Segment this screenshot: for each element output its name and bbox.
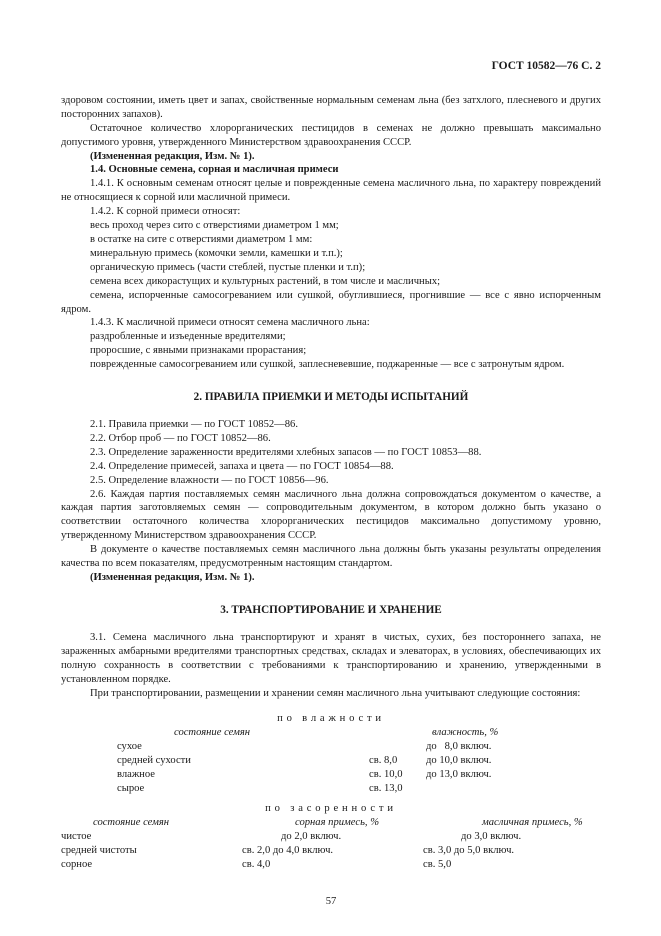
table-header: состояние семян [93, 817, 170, 829]
table-row [61, 740, 601, 754]
table-cell [369, 740, 420, 754]
section-2-title: 2. ПРАВИЛА ПРИЕМКИ И МЕТОДЫ ИСПЫТАНИЙ [193, 391, 469, 404]
paragraph: 1.4.1. К основным семенам относят целые и поврежденные семена масличного льна, по характеру повреждений не относящиеся к сорной или масличной примеси. [61, 178, 601, 204]
paragraph: 2.5. Определение влажности — по ГОСТ 10856—96. [90, 474, 329, 486]
table-header: состояние семян [174, 727, 251, 739]
clause-heading: 1.4. Основные семена, сорная и масличная примеси [90, 164, 339, 176]
paragraph: Остаточное количество хлорорганических пестицидов в семенах не должно превышать максимально допустимого уровня, утвержденного Министерством здравоохранения СССР. [61, 122, 601, 148]
table-cell: влажное [117, 768, 155, 780]
table-cell: до 3,0 включ. [461, 831, 522, 843]
table-cell: средней сухости [117, 754, 191, 766]
table-cell: св. 5,0 [423, 858, 452, 870]
section-3-title: 3. ТРАНСПОРТИРОВАНИЕ И ХРАНЕНИЕ [220, 603, 442, 616]
table-row [61, 782, 601, 796]
contamination-table [61, 816, 601, 871]
table-header: влажность, % [432, 727, 499, 739]
table-cell: до 8,0 включ. [426, 741, 492, 753]
paragraph: 1.4.2. К сорной примеси относят: [90, 206, 241, 218]
table-cell [420, 782, 601, 796]
paragraph: 2.2. Отбор проб — по ГОСТ 10852—86. [90, 432, 271, 444]
table-cell: чистое [61, 831, 92, 843]
paragraph: 2.4. Определение примесей, запаха и цвета — по ГОСТ 10854—88. [90, 460, 394, 472]
table-header: сорная примесь, % [295, 817, 380, 829]
list-item: органическую примесь (части стеблей, пустые пленки и т.п); [90, 261, 366, 273]
list-item: раздробленные и изъеденные вредителями; [90, 331, 286, 343]
table-2-caption: по засоренности [265, 803, 397, 815]
table-row [61, 830, 601, 844]
page-number: 57 [325, 896, 337, 908]
table-cell: св. 3,0 до 5,0 включ. [423, 844, 515, 856]
table-row [61, 754, 601, 768]
amendment-note: (Измененная редакция, Изм. № 1). [90, 150, 255, 162]
table-cell: сорное [61, 858, 93, 870]
table-cell: до 10,0 включ. [426, 754, 492, 766]
table-cell: до 2,0 включ. [281, 831, 342, 843]
document-page [61, 60, 601, 909]
list-item: поврежденные самосогреванием или сушкой, заплесневевшие, поджаренные — все с затронутым ядром. [90, 359, 565, 371]
moisture-table [61, 726, 601, 795]
paragraph: При транспортировании, размещении и хранении семян масличного льна учитывают следующие состояния: [90, 687, 581, 699]
page-header: ГОСТ 10582—76 С. 2 [491, 60, 601, 72]
list-item: проросшие, с явными признаками прорастания; [90, 345, 307, 357]
table-cell: средней чистоты [61, 844, 137, 856]
table-header: масличная примесь, % [482, 817, 583, 829]
paragraph: 1.4.3. К масличной примеси относят семена масличного льна: [90, 317, 370, 329]
table-cell: сырое [117, 782, 145, 794]
table-cell: св. 13,0 [369, 782, 403, 794]
table-1-caption: по влажности [277, 713, 385, 725]
paragraph: 2.6. Каждая партия поставляемых семян масличного льна должна сопровождаться документом о качестве, а каждая партия заготовляемых семян — сопроводительным документом, в котором должно быть указано о соответствии остаточного количества хлорорганических пестицидов максимально допустимому уровню, утвержденному Министерством здравоохранения СССР. [61, 488, 601, 542]
paragraph: 2.3. Определение зараженности вредителями хлебных запасов — по ГОСТ 10853—88. [90, 446, 482, 458]
amendment-note: (Измененная редакция, Изм. № 1). [90, 572, 255, 583]
list-item: минеральную примесь (комочки земли, камешки и т.п.); [90, 247, 343, 259]
table-cell: св. 2,0 до 4,0 включ. [242, 844, 334, 856]
table-cell: сухое [117, 741, 142, 753]
list-item: семена, испорченные самосогреванием или сушкой, обуглившиеся, прогнившие — все с явно испорченным ядром. [61, 289, 601, 315]
table-row [61, 858, 601, 872]
table-row [61, 768, 601, 782]
table-cell: св. 4,0 [242, 858, 271, 870]
paragraph: В документе о качестве поставляемых семян масличного льна должны быть указаны результаты определения качества по всем показателям, предусмотренным настоящим стандартом. [61, 544, 601, 570]
paragraph: здоровом состоянии, иметь цвет и запах, свойственные нормальным семенам льна (без затхлого, плесневого и других посторонних запахов). [61, 94, 601, 120]
list-item: семена всех дикорастущих и культурных растений, в том числе и масличных; [90, 275, 441, 287]
paragraph: 2.1. Правила приемки — по ГОСТ 10852—86. [90, 419, 299, 431]
paragraph: 3.1. Семена масличного льна транспортируют и хранят в чистых, сухих, без постороннего запаха, не зараженных амбарными вредителями транспортных средствах, складах и элеваторах, в условиях, обеспечивающих их полную сохранность в соответствии с требованиями к транспортированию и хранению, утвержденными в установленном порядке. [61, 631, 601, 685]
table-row [61, 844, 601, 858]
table-cell: св. 10,0 [369, 768, 403, 780]
list-item: в остатке на сите с отверстиями диаметром 1 мм: [90, 233, 313, 245]
list-item: весь проход через сито с отверстиями диаметром 1 мм; [90, 220, 339, 232]
table-cell: до 13,0 включ. [426, 768, 492, 780]
table-cell: св. 8,0 [369, 754, 398, 766]
